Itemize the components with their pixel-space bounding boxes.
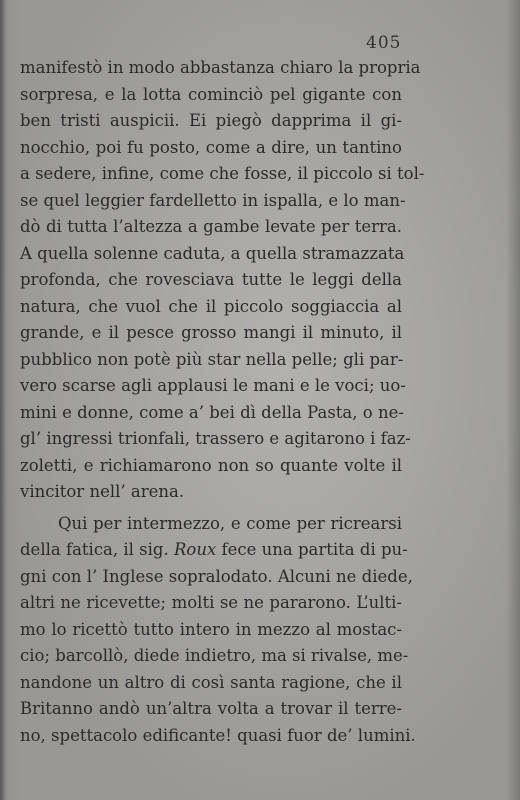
text-line: nocchio, poi fu posto, come a dire, un tantino	[20, 137, 402, 157]
text-line: pubblico non potè più star nella pelle; gli par-	[20, 349, 404, 369]
text-line: dò di tutta l’altezza a gambe levate per terra.	[20, 217, 402, 236]
text-line: ben tristi auspicii. Ei piegò dapprima il gi-	[20, 111, 402, 130]
text-line: cio; barcollò, diede indietro, ma si rivalse, me-	[20, 646, 409, 665]
text-line-with-name	[20, 537, 408, 564]
page-number: 405	[366, 33, 402, 53]
text-line: gni con l’ Inglese sopralodato. Alcuni ne diede,	[20, 566, 413, 586]
text-line: vero scarse agli applausi le mani e le voci; uo-	[20, 376, 406, 395]
text-line: sorpresa, e la lotta cominciò pel gigante con	[20, 84, 402, 104]
text-line: mini e donne, come a’ bei dì della Pasta, o ne-	[20, 402, 404, 422]
italic-name: Roux	[173, 540, 217, 559]
text-line: manifestò in modo abbastanza chiaro la propria	[20, 58, 421, 77]
text-fragment: fece una partita di pu-	[216, 540, 408, 559]
paragraph-end-line: no, spettacolo edificante! quasi fuor de’ lumini.	[20, 725, 416, 745]
text-line: Britanno andò un’altra volta a trovar il terre-	[20, 699, 402, 718]
text-line: profonda, che rovesciava tutte le leggi della	[20, 270, 402, 289]
text-line: a sedere, infine, come che fosse, il piccolo si tol-	[20, 164, 425, 183]
text-line: se quel leggier fardelletto in ispalla, e lo man-	[20, 190, 406, 210]
text-line: altri ne ricevette; molti se ne pararono. L’ulti-	[20, 593, 402, 612]
text-line: grande, e il pesce grosso mangi il minuto, il	[20, 323, 402, 342]
body-text	[20, 55, 425, 749]
paragraph-end-line: vincitor nell’ arena.	[20, 482, 185, 501]
text-line: natura, che vuol che il piccolo soggiaccia al	[20, 296, 402, 316]
text-line: nandone un altro di così santa ragione, che il	[20, 672, 402, 692]
text-fragment: della fatica, il sig.	[20, 540, 174, 559]
text-line: gl’ ingressi trionfali, trassero e agitarono i faz-	[20, 429, 411, 448]
text-line: zoletti, e richiamarono non so quante volte il	[20, 455, 402, 475]
paragraph-first-line: Qui per intermezzo, e come per ricrearsi	[58, 513, 402, 533]
text-line: A quella solenne caduta, a quella stramazzata	[20, 243, 405, 263]
text-line: mo lo ricettò tutto intero in mezzo al mostac-	[20, 619, 402, 639]
